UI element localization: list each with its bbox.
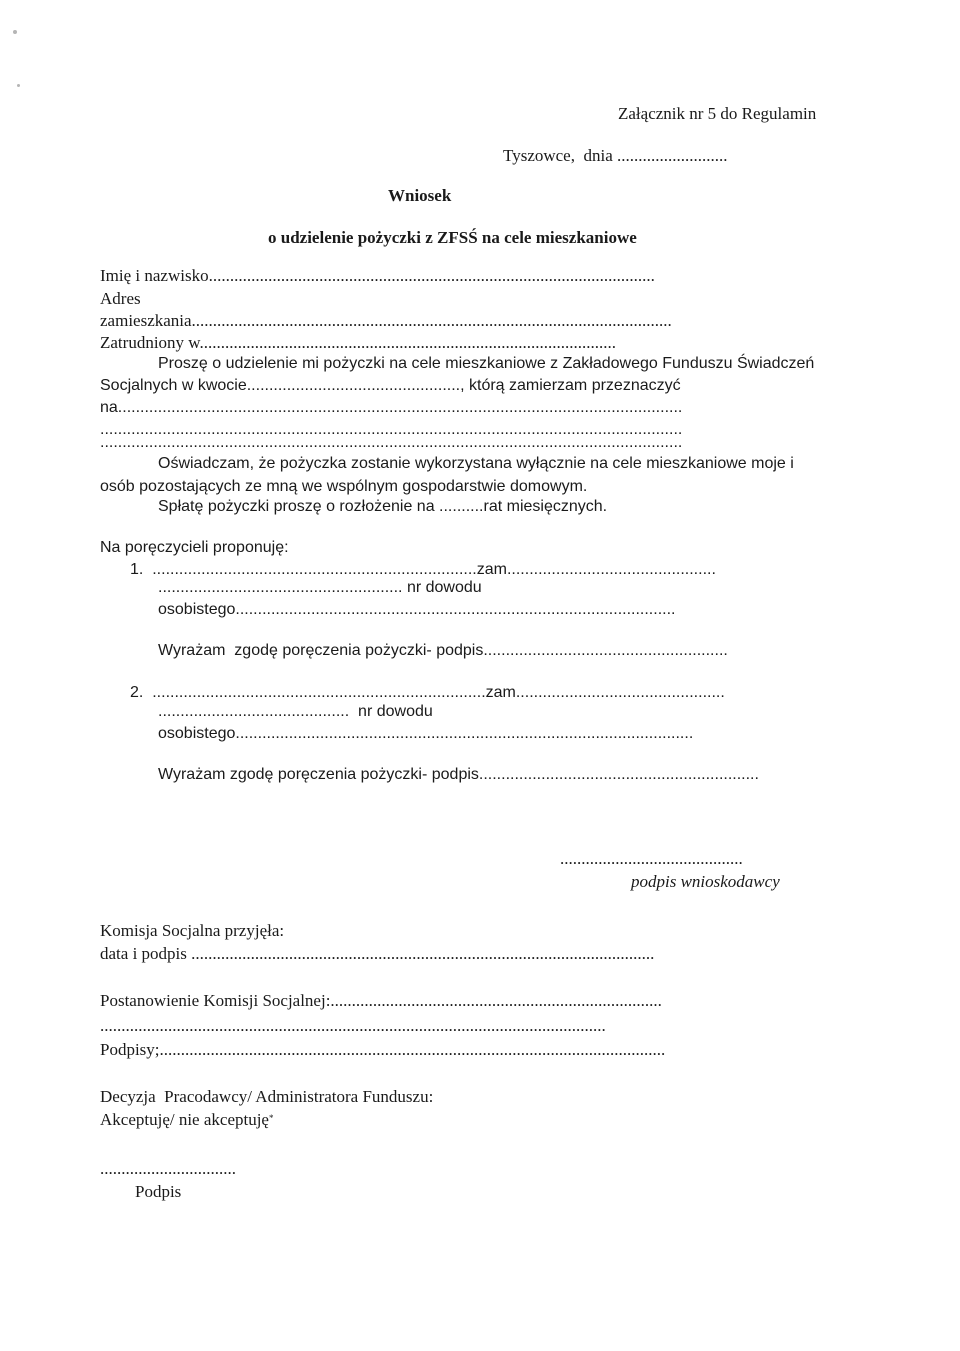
commission-decision: Postanowienie Komisji Socjalnej:.............................................................................. bbox=[100, 991, 662, 1010]
commission-decision-continued: ....................................................................................................................... bbox=[100, 1016, 606, 1035]
declaration-line-2: osób pozostających ze mną we wspólnym gospodarstwie domowym. bbox=[100, 478, 588, 495]
employer-signature-label: Podpis bbox=[135, 1182, 182, 1201]
commission-signatures: Podpisy;....................................................................................................................... bbox=[100, 1040, 666, 1059]
employer-accept-text: Akceptuję/ nie akceptuję bbox=[100, 1110, 269, 1129]
employer-field: Zatrudniony w.................................................................................................. bbox=[100, 333, 616, 352]
guarantor-1-consent: Wyrażam zgodę poręczenia pożyczki- podpis....................................................... bbox=[158, 642, 728, 659]
document-title: Wniosek bbox=[388, 186, 452, 205]
request-line-1: Proszę o udzielenie mi pożyczki na cele mieszkaniowe z Zakładowego Funduszu Świadczeń bbox=[158, 355, 815, 372]
name-field: Imię i nazwisko......................................................................................................... bbox=[100, 266, 655, 285]
employer-signature-dots: ................................ bbox=[100, 1159, 236, 1178]
commission-date-sign: data i podpis ............................................................................................................. bbox=[100, 944, 655, 963]
place-date-line: Tyszowce, dnia .......................... bbox=[503, 146, 728, 165]
guarantor-1-line-2: ....................................................... nr dowodu bbox=[158, 579, 482, 596]
purpose-line-2: ................................................................................................................................... bbox=[100, 421, 683, 438]
guarantor-1-line-1: 1. .........................................................................zam............................................... bbox=[130, 561, 716, 578]
employer-decision: Decyzja Pracodawcy/ Administratora Funduszu: bbox=[100, 1087, 434, 1106]
guarantor-2-line-3: osobistego....................................................................................................... bbox=[158, 725, 694, 742]
guarantor-2-consent: Wyrażam zgodę poręczenia pożyczki- podpis............................................................... bbox=[158, 766, 759, 783]
applicant-signature-dots: ........................................... bbox=[560, 849, 743, 868]
address-field: zamieszkania................................................................................................................. bbox=[100, 311, 672, 330]
applicant-signature-label: podpis wnioskodawcy bbox=[631, 872, 780, 891]
purpose-line-3: ................................................................................................................................... bbox=[100, 434, 683, 451]
guarantors-heading: Na poręczycieli proponuję: bbox=[100, 539, 289, 556]
scan-speck bbox=[13, 30, 17, 34]
address-label: Adres bbox=[100, 289, 141, 308]
guarantor-1-line-3: osobistego................................................................................................... bbox=[158, 601, 676, 618]
request-line-2: Socjalnych w kwocie................................................, którą zamierzam przeznaczyć bbox=[100, 377, 681, 394]
commission-accepted: Komisja Socjalna przyjęła: bbox=[100, 921, 285, 940]
repayment-line: Spłatę pożyczki proszę o rozłożenie na ..........rat miesięcznych. bbox=[158, 498, 608, 515]
attachment-note: Załącznik nr 5 do Regulamin bbox=[618, 104, 817, 123]
declaration-line-1: Oświadczam, że pożyczka zostanie wykorzystana wyłącznie na cele mieszkaniowe moje i bbox=[158, 455, 794, 472]
employer-accept-line bbox=[100, 1110, 273, 1130]
footnote-mark: * bbox=[268, 1113, 274, 1123]
guarantor-2-line-2: ........................................... nr dowodu bbox=[158, 703, 433, 720]
guarantor-2-line-1: 2. ...........................................................................zam............................................... bbox=[130, 684, 725, 701]
scan-speck bbox=[17, 84, 20, 87]
purpose-line-1: na............................................................................................................................... bbox=[100, 399, 683, 416]
document-subtitle: o udzielenie pożyczki z ZFSŚ na cele mieszkaniowe bbox=[268, 228, 637, 247]
